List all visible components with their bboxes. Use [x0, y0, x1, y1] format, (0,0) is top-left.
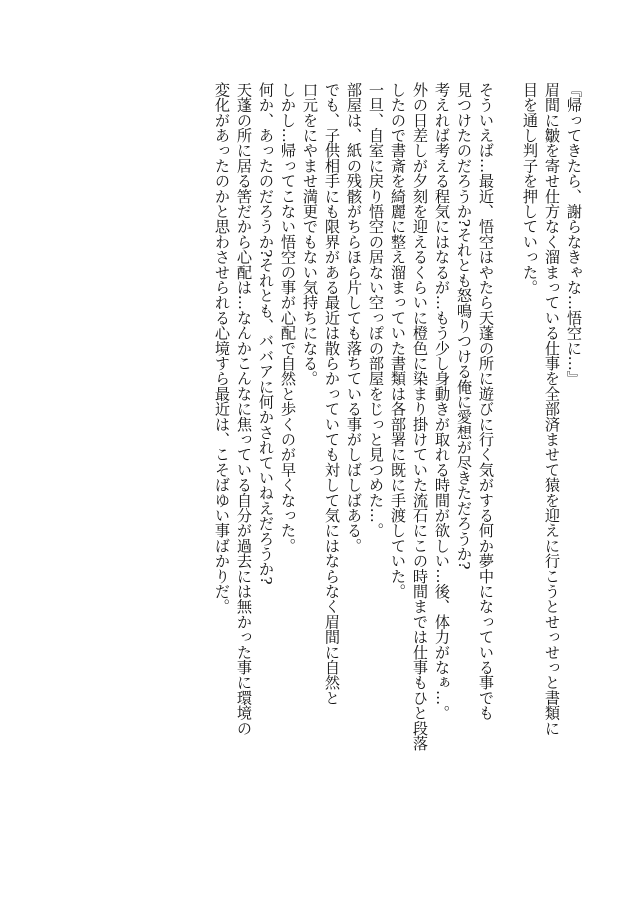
text-line-5: そういえば…最近、悟空はやたら天蓬の所に遊びに行く気がする何か夢中になっている事でも — [477, 82, 495, 721]
text-line-12: でも、子供相手にも限界がある最近は散らかっていても対して気にはならなく眉間に自然と — [323, 82, 341, 706]
text-line-15: 何か、あったのだろうか?それとも、ババアに何かされていねえだろうか? — [257, 82, 275, 585]
text-line-7: 考えれば考える程気にはなるが…もう少し身動きが取れる時間が欲しい…後、体力がなぁ…。 — [433, 82, 451, 721]
vertical-text-body — [185, 82, 585, 751]
text-line-8: 外の日差しが夕刻を迎えるくらいに橙色に染まり掛けていた流石にこの時間までは仕事もひと段落 — [411, 82, 429, 751]
text-line-13: 口元をにやませ満更でもない気持ちになる。 — [301, 82, 319, 386]
text-line-16: 天蓬の所に居る筈だから心配は…なんかこんなに焦っている自分が過去には無かった事に環境の — [235, 82, 253, 736]
text-line-3: 目を通し判子を押していった。 — [521, 82, 539, 295]
paragraph-break — [497, 82, 519, 707]
text-line-1: 『帰ってきたら、謝らなきゃな…悟空に…』 — [565, 82, 583, 386]
text-line-6: 見つけたのだろうか?それとも怒鳴りつける俺に愛想が尽きただろうか? — [455, 82, 473, 570]
text-line-17: 変化があったのかと思わさせられる心境すら最近は、こそばゆい事ばかりだ。 — [213, 82, 231, 614]
text-line-2: 眉間に皺を寄せ仕方なく溜まっている仕事を全部済ませて猿を迎えに行こうとせっせっと書類に — [543, 82, 561, 736]
text-line-14: しかし…帰ってこない悟空の事が心配で自然と歩くのが早くなった。 — [279, 82, 297, 554]
text-line-9: したので書斎を綺麗に整え溜まっていた書類は各部署に既に手渡していた。 — [389, 82, 407, 599]
text-line-11: 部屋は、紙の残骸がちらほら片しても落ちている事がしばしばある。 — [345, 82, 363, 554]
text-line-10: 一旦、自室に戻り悟空の居ない空っぽの部屋をじっと見つめた…。 — [367, 82, 385, 538]
